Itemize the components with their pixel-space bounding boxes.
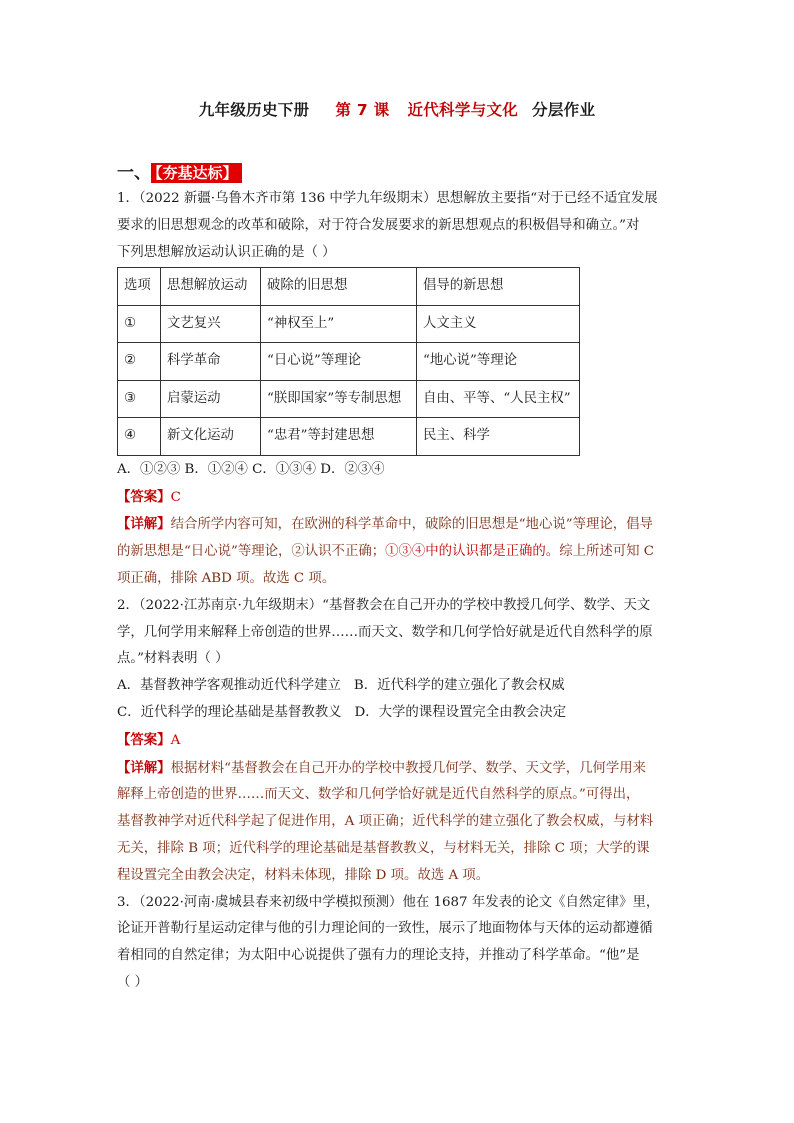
table-cell: 新文化运动 [161, 418, 261, 456]
table-cell: “地心说”等理论 [417, 343, 580, 381]
q1-stem-line-1: 1．（2022 新疆·乌鲁木齐市第 136 中学九年级期末）思想解放主要指“对于已经不适宜发展 [117, 191, 658, 206]
table-cell: 文艺复兴 [161, 305, 261, 343]
table-header-cell: 思想解放运动 [161, 268, 261, 306]
answer-label: 【答案】 [117, 488, 171, 505]
table-row [118, 418, 580, 456]
section-prefix: 一、 [117, 163, 151, 183]
q2-option-a: A．基督教神学客观推动近代科学建立 [117, 678, 341, 694]
detail-text: 综上所述可知 C [559, 544, 655, 560]
answer-value: A [170, 732, 181, 748]
table-cell: 民主、科学 [417, 418, 580, 456]
q2-options-cd [117, 700, 677, 727]
q2-stem-line-3: 点。”材料表明（ ） [117, 651, 229, 667]
q2-option-d: D．大学的课程设置完全由教会决定 [354, 705, 567, 721]
detail-text: 结合所学内容可知，在欧洲的科学革命中，破除的旧思想是“地心说”等理论，倡导 [170, 517, 653, 533]
q1-choices: A．①②③ B．①②④ C．①③④ D．②③④ [117, 461, 385, 477]
table-cell: 人文主义 [417, 305, 580, 343]
section-heading [117, 158, 242, 183]
table-cell: “日心说”等理论 [261, 343, 417, 381]
q1-stem-line-3: 下列思想解放运动认识正确的是（ ） [117, 244, 336, 260]
q1-answer [117, 484, 677, 512]
q3-stem-line-2: 论证开普勒行星运动定律与他的引力理论间的一致性，展示了地面物体与天体的运动都遵循 [117, 921, 653, 937]
table-cell: 科学革命 [161, 343, 261, 381]
q2-option-b: B．近代科学的建立强化了教会权威 [353, 678, 565, 694]
q1-detail-line-2 [117, 539, 677, 566]
table-cell: ③ [118, 380, 161, 418]
table-header-cell: 倡导的新思想 [417, 268, 580, 306]
detail-label: 【详解】 [117, 759, 171, 776]
title-course: 九年级历史下册 [198, 101, 310, 119]
page-title [0, 98, 794, 120]
detail-label: 【详解】 [117, 516, 171, 533]
q2-stem-line-1: 2．（2022·江苏南京·九年级期末）“基督教会在自己开办的学校中教授几何学、数学、天文 [117, 597, 651, 613]
answer-value: C [170, 489, 181, 505]
table-cell: 自由、平等、“人民主权” [417, 380, 580, 418]
detail-text: 根据材料“基督教会在自己开办的学校中教授几何学、数学、天文学，几何学用来 [170, 760, 647, 776]
answer-label: 【答案】 [117, 731, 171, 748]
detail-text: 的新思想是“日心说”等理论，②认识不正确； [117, 544, 386, 560]
table-row [118, 343, 580, 381]
q2-stem-line-2: 学，几何学用来解释上帝创造的世界……而天文、数学和几何学恰好就是近代自然科学的原 [117, 624, 653, 640]
q2-option-c: C．近代科学的理论基础是基督教教义 [117, 705, 342, 721]
table-row [118, 380, 580, 418]
q1-detail-line-3: 项正确，排除 ABD 项。故选 C 项。 [117, 571, 336, 587]
q2-detail-line-4: 无关，排除 B 项；近代科学的理论基础是基督教教义，与材料无关，排除 C 项；大学的课 [117, 841, 650, 857]
table-cell: 启蒙运动 [161, 380, 261, 418]
q3-stem-line-3: 着相同的自然定律；为太阳中心说提供了强有力的理论支持，并推动了科学革命。“他”是 [117, 948, 640, 964]
q3-stem-line-4: （ ） [117, 975, 149, 991]
q2-options-ab [117, 673, 677, 700]
section-tag: 【夯基达标】 [151, 163, 242, 183]
title-topic: 近代科学与文化 [407, 101, 519, 119]
detail-text-highlight: ①③④中的认识都是正确的。 [385, 544, 560, 560]
q1-options-table [117, 267, 580, 456]
q2-answer [117, 727, 677, 755]
q3-stem-line-1: 3．（2022·河南·虞城县春来初级中学模拟预测）他在 1687 年发表的论文《自然定律》里， [117, 894, 660, 910]
table-row [118, 305, 580, 343]
q1-detail-line-1 [117, 511, 677, 539]
q2-detail-line-3: 基督教神学对近代科学起了促进作用，A 项正确；近代科学的建立强化了教会权威，与材料 [117, 814, 654, 830]
table-cell: ② [118, 343, 161, 381]
questions-body [117, 186, 677, 997]
q2-detail-line-1 [117, 755, 677, 783]
title-homework: 分层作业 [532, 101, 596, 119]
table-header-cell: 破除的旧思想 [261, 268, 417, 306]
table-cell: “朕即国家”等专制思想 [261, 380, 417, 418]
table-cell: “忠君”等封建思想 [261, 418, 417, 456]
q1-stem-line-2: 要求的旧思想观念的改革和破除，对于符合发展要求的新思想观点的积极倡导和确立。”对 [117, 217, 640, 233]
q2-detail-line-5: 程设置完全由教会决定，材料未体现，排除 D 项。故选 A 项。 [117, 867, 490, 883]
title-lesson: 第 7 课 [335, 101, 390, 119]
table-cell: ① [118, 305, 161, 343]
table-header-row [118, 268, 580, 306]
q2-detail-line-2: 解释上帝创造的世界……而天文、数学和几何学恰好就是近代自然科学的原点。”可得出， [117, 787, 640, 803]
table-cell: “神权至上” [261, 305, 417, 343]
table-header-cell: 选项 [118, 268, 161, 306]
table-cell: ④ [118, 418, 161, 456]
